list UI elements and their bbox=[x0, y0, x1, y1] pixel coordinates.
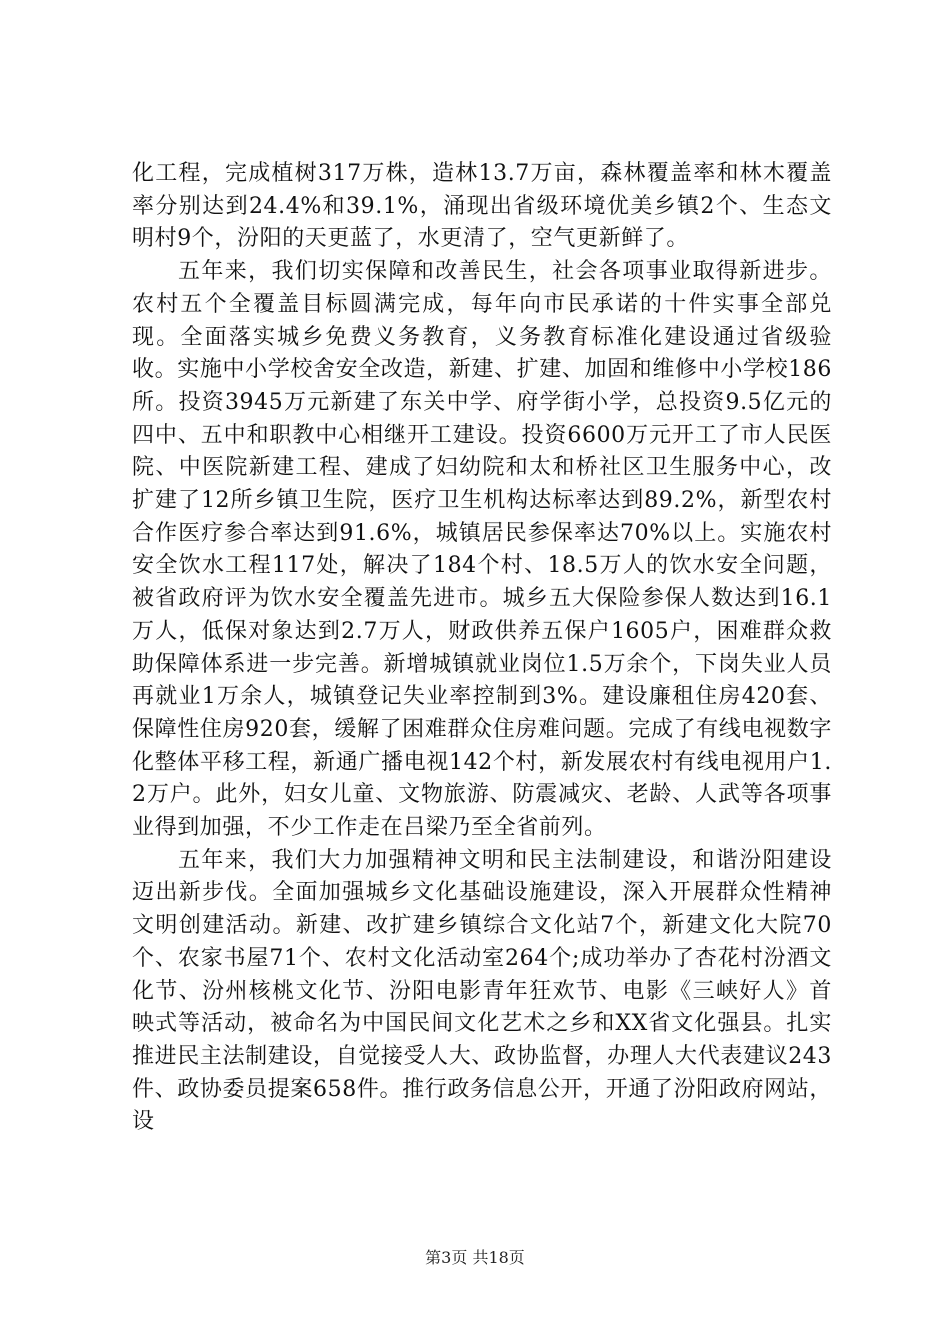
page-footer bbox=[0, 1245, 950, 1268]
page-number-label: 第3页 共18页 bbox=[425, 1248, 525, 1267]
document-body bbox=[132, 158, 832, 1139]
paragraph-2: 五年来，我们切实保障和改善民生，社会各项事业取得新进步。农村五个全覆盖目标圆满完成，每年向市民承诺的十件实事全部兑现。全面落实城乡免费义务教育，义务教育标准化建设通过省级验收。实施中小学校舍安全改造，新建、扩建、加固和维修中小学校186所。投资3945万元新建了东关中学、府学街小学，总投资9.5亿元的四中、五中和职教中心相继开工建设。投资6600万元开工了市人民医院、中医院新建工程、建成了妇幼院和太和桥社区卫生服务中心，改扩建了12所乡镇卫生院，医疗卫生机构达标率达到89.2%，新型农村合作医疗参合率达到91.6%，城镇居民参保率达70%以上。实施农村安全饮水工程117处，解决了184个村、18.5万人的饮水安全问题，被省政府评为饮水安全覆盖先进市。城乡五大保险参保人数达到16.1万人，低保对象达到2.7万人，财政供养五保户1605户，困难群众救助保障体系进一步完善。新增城镇就业岗位1.5万余个，下岗失业人员再就业1万余人，城镇登记失业率控制到3%。建设廉租住房420套、保障性住房920套，缓解了困难群众住房难问题。完成了有线电视数字化整体平移工程，新通广播电视142个村，新发展农村有线电视用户1.2万户。此外，妇女儿童、文物旅游、防震减灾、老龄、人武等各项事业得到加强，不少工作走在吕梁乃至全省前列。 bbox=[132, 259, 832, 841]
paragraph-3: 五年来，我们大力加强精神文明和民主法制建设，和谐汾阳建设迈出新步伐。全面加强城乡文化基础设施建设，深入开展群众性精神文明创建活动。新建、改扩建乡镇综合文化站7个，新建文化大院70个、农家书屋71个、农村文化活动室264个;成功举办了杏花村汾酒文化节、汾州核桃文化节、汾阳电影青年狂欢节、电影《三峡好人》首映式等活动，被命名为中国民间文化艺术之乡和XX省文化强县。扎实推进民主法制建设，自觉接受人大、政协监督，办理人大代表建议243件、政协委员提案658件。推行政务信息公开，开通了汾阳政府网站，设 bbox=[132, 847, 832, 1135]
paragraph-1: 化工程，完成植树317万株，造林13.7万亩，森林覆盖率和林木覆盖率分别达到24.4%和39.1%，涌现出省级环境优美乡镇2个、生态文明村9个，汾阳的天更蓝了，水更清了，空气更新鲜了。 bbox=[132, 161, 832, 252]
